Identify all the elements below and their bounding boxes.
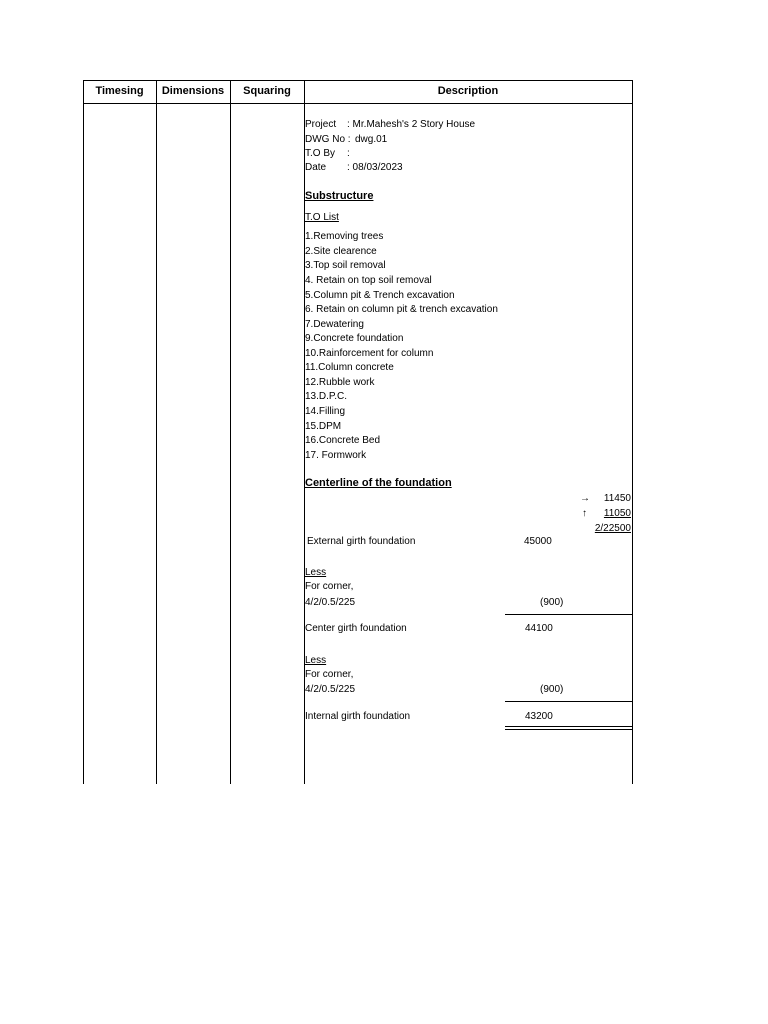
center-girth-value: 44100 bbox=[525, 623, 553, 634]
header-dimensions: Dimensions bbox=[161, 85, 225, 97]
external-girth-label: External girth foundation bbox=[307, 536, 416, 547]
subtotal-rule bbox=[505, 614, 633, 615]
corner-formula: 4/2/0.5/225 bbox=[305, 684, 356, 695]
list-item: 6. Retain on column pit & trench excavation bbox=[305, 304, 498, 315]
list-item: 13.D.P.C. bbox=[305, 391, 348, 402]
external-girth-value: 45000 bbox=[524, 536, 552, 547]
internal-girth-value: 43200 bbox=[525, 711, 553, 722]
arrow-right-icon: → bbox=[580, 493, 590, 504]
list-item: 5.Column pit & Trench excavation bbox=[305, 290, 455, 301]
arrow-up-icon: ↑ bbox=[582, 508, 587, 519]
total-double-rule bbox=[505, 726, 633, 727]
date-value: : 08/03/2023 bbox=[347, 162, 403, 173]
dwg-value: dwg.01 bbox=[355, 134, 388, 145]
internal-girth-label: Internal girth foundation bbox=[305, 711, 411, 722]
subtotal-rule bbox=[505, 701, 633, 702]
corner-deduction: (900) bbox=[540, 684, 564, 695]
column-divider bbox=[632, 80, 633, 784]
to-by-value: : bbox=[347, 148, 350, 159]
sum-value: 2/22500 bbox=[594, 523, 631, 534]
dwg-label: DWG No : bbox=[305, 134, 351, 145]
list-item: 9.Concrete foundation bbox=[305, 333, 404, 344]
list-item: 16.Concrete Bed bbox=[305, 435, 381, 446]
list-item: 4. Retain on top soil removal bbox=[305, 275, 432, 286]
column-divider bbox=[83, 80, 84, 784]
takeoff-sheet bbox=[83, 80, 633, 784]
column-divider bbox=[230, 80, 231, 784]
list-item: 14.Filling bbox=[305, 406, 346, 417]
list-item: 12.Rubble work bbox=[305, 377, 375, 388]
list-item: 17. Formwork bbox=[305, 450, 367, 461]
header-description: Description bbox=[437, 85, 499, 97]
for-corner-label: For corner, bbox=[305, 581, 354, 592]
less-label: Less bbox=[305, 655, 327, 666]
corner-deduction: (900) bbox=[540, 597, 564, 608]
center-girth-label: Center girth foundation bbox=[305, 623, 407, 634]
list-item: 7.Dewatering bbox=[305, 319, 364, 330]
centerline-heading: Centerline of the foundation bbox=[305, 477, 452, 489]
total-double-rule bbox=[505, 729, 633, 730]
header-squaring: Squaring bbox=[243, 85, 291, 97]
list-item: 3.Top soil removal bbox=[305, 260, 386, 271]
header-bottom-border bbox=[83, 103, 633, 104]
corner-formula: 4/2/0.5/225 bbox=[305, 597, 356, 608]
list-item: 1.Removing trees bbox=[305, 231, 384, 242]
header-timesing: Timesing bbox=[95, 85, 144, 97]
width-value: 11050 bbox=[603, 508, 631, 519]
list-item: 11.Column concrete bbox=[305, 362, 394, 373]
project-value: : Mr.Mahesh's 2 Story House bbox=[347, 119, 476, 130]
date-label: Date bbox=[305, 162, 327, 173]
to-list-heading: T.O List bbox=[305, 212, 339, 223]
to-by-label: T.O By bbox=[305, 148, 336, 159]
substructure-heading: Substructure bbox=[305, 190, 374, 202]
list-item: 10.Rainforcement for column bbox=[305, 348, 434, 359]
column-divider bbox=[156, 80, 157, 784]
less-label: Less bbox=[305, 567, 327, 578]
project-label: Project bbox=[305, 119, 337, 130]
list-item: 15.DPM bbox=[305, 421, 342, 432]
length-value: 11450 bbox=[603, 493, 631, 504]
list-item: 2.Site clearence bbox=[305, 246, 377, 257]
for-corner-label: For corner, bbox=[305, 669, 354, 680]
